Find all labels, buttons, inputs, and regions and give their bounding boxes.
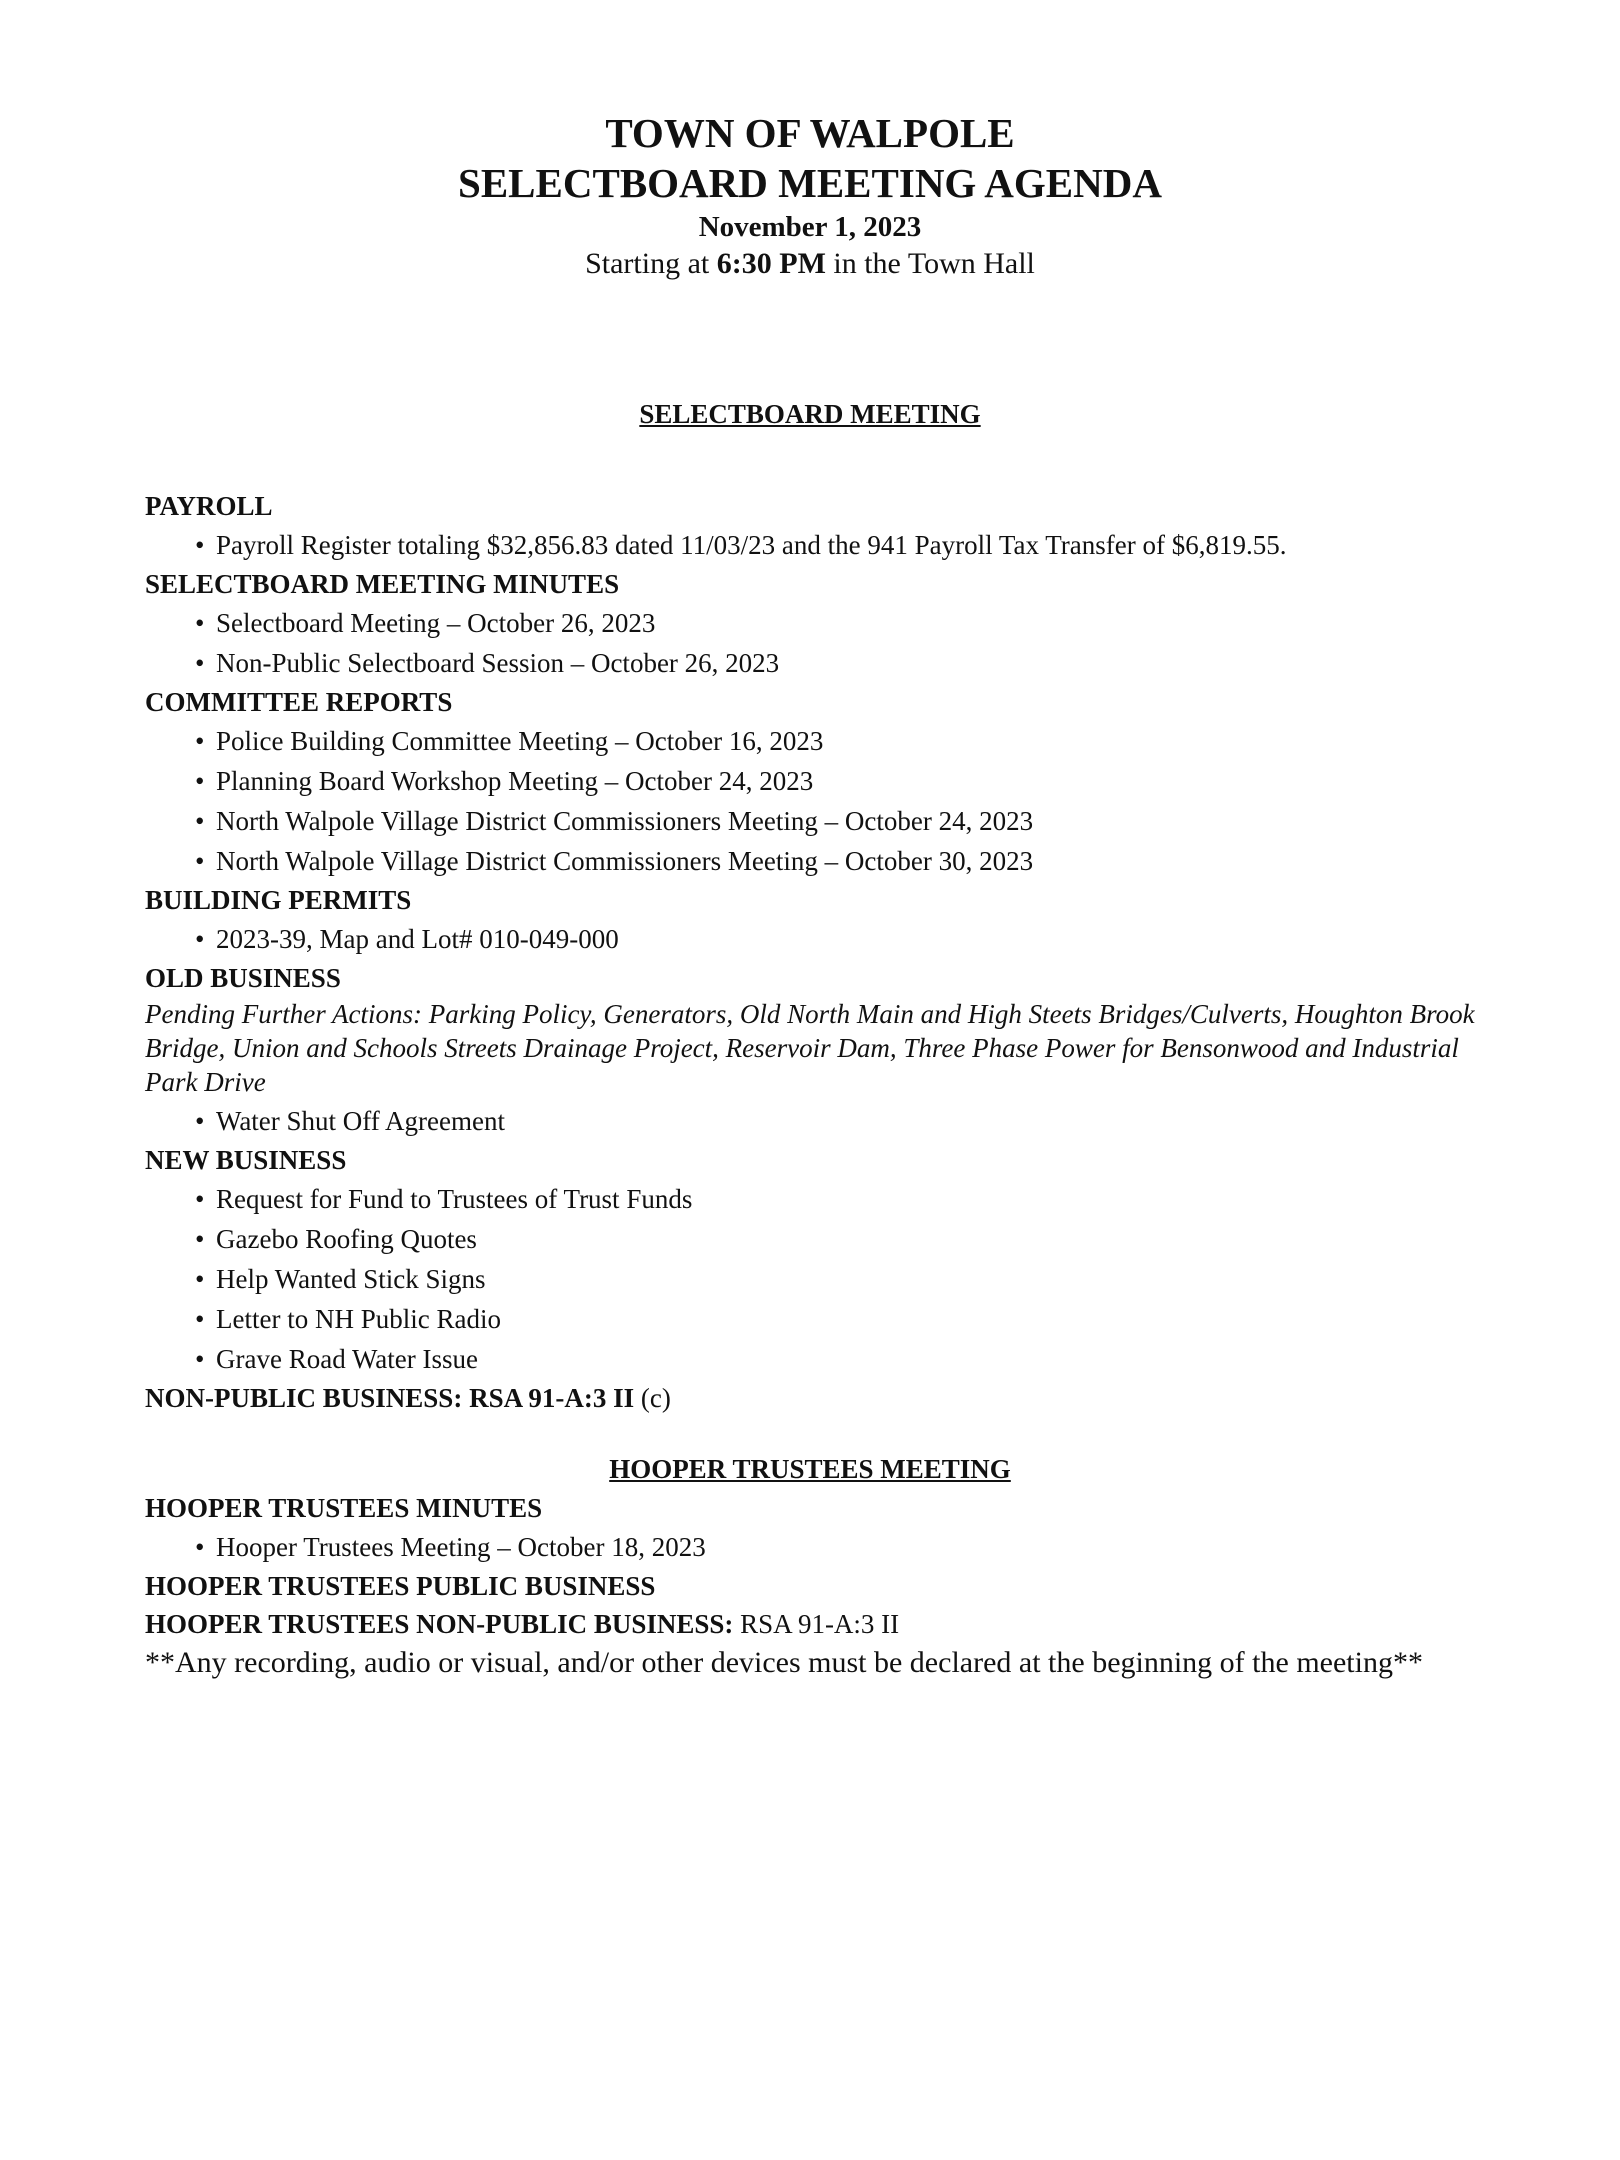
bullet-icon: • (195, 766, 205, 796)
list-item (145, 603, 1475, 643)
non-public-business-line (145, 1379, 1475, 1417)
old-business-item: Water Shut Off Agreement (216, 1106, 505, 1136)
selectboard-minutes-heading: SELECTBOARD MEETING MINUTES (145, 569, 620, 599)
bullet-icon: • (195, 1224, 205, 1254)
hooper-non-public-label: HOOPER TRUSTEES NON-PUBLIC BUSINESS: (145, 1609, 734, 1639)
permit-item: 2023-39, Map and Lot# 010-049-000 (216, 924, 619, 954)
minutes-item: Selectboard Meeting – October 26, 2023 (216, 608, 656, 638)
bullet-icon: • (195, 1264, 205, 1294)
town-title: TOWN OF WALPOLE (605, 110, 1015, 156)
bullet-icon: • (195, 1344, 205, 1374)
new-business-item: Letter to NH Public Radio (216, 1304, 501, 1334)
start-suffix: in the Town Hall (825, 247, 1035, 280)
bullet-icon: • (195, 1304, 205, 1334)
list-item (145, 1299, 1475, 1339)
list-item (145, 1259, 1475, 1299)
bullet-icon: • (195, 530, 205, 560)
bullet-icon: • (195, 846, 205, 876)
bullet-icon: • (195, 608, 205, 638)
hooper-minutes-heading: HOOPER TRUSTEES MINUTES (145, 1493, 543, 1523)
list-item (145, 801, 1475, 841)
hooper-minutes-item: Hooper Trustees Meeting – October 18, 2023 (216, 1532, 706, 1562)
payroll-item: Payroll Register totaling $32,856.83 dated 11/03/23 and the 941 Payroll Tax Transfer of $6,819.55. (216, 530, 1287, 560)
new-business-item: Grave Road Water Issue (216, 1344, 478, 1374)
pending-actions: Pending Further Actions: Parking Policy, Generators, Old North Main and High Steets Bridges/Culverts, Houghton Brook Bridge, Union and Schools Streets Drainage Project, Reservoir Dam, Three Phase Power for Bensonwood and Industrial Park Drive (145, 999, 1475, 1097)
list-item (145, 525, 1475, 565)
new-business-item: Request for Fund to Trustees of Trust Funds (216, 1184, 693, 1214)
hooper-non-public-line (145, 1605, 1475, 1643)
list-item (145, 643, 1475, 683)
committee-reports-heading: COMMITTEE REPORTS (145, 687, 453, 717)
bullet-icon: • (195, 648, 205, 678)
list-item (145, 1527, 1475, 1567)
hooper-public-business-heading: HOOPER TRUSTEES PUBLIC BUSINESS (145, 1571, 656, 1601)
list-item (145, 1101, 1475, 1141)
committee-item: North Walpole Village District Commissioners Meeting – October 30, 2023 (216, 846, 1034, 876)
bullet-icon: • (195, 1106, 205, 1136)
committee-item: Police Building Committee Meeting – October 16, 2023 (216, 726, 824, 756)
new-business-item: Gazebo Roofing Quotes (216, 1224, 477, 1254)
list-item (145, 721, 1475, 761)
agenda-title: SELECTBOARD MEETING AGENDA (458, 160, 1162, 206)
new-business-item: Help Wanted Stick Signs (216, 1264, 486, 1294)
start-time: 6:30 PM (716, 247, 826, 280)
minutes-item: Non-Public Selectboard Session – October 26, 2023 (216, 648, 780, 678)
recording-notice: **Any recording, audio or visual, and/or other devices must be declared at the beginning of the meeting** (145, 1646, 1423, 1679)
start-prefix: Starting at (585, 247, 717, 280)
non-public-business-suffix: (c) (634, 1383, 671, 1413)
bullet-icon: • (195, 1184, 205, 1214)
list-item (145, 919, 1475, 959)
hooper-trustees-heading: HOOPER TRUSTEES MEETING (609, 1454, 1011, 1484)
bullet-icon: • (195, 1532, 205, 1562)
list-item (145, 1219, 1475, 1259)
bullet-icon: • (195, 924, 205, 954)
meeting-date: November 1, 2023 (698, 211, 922, 243)
list-item (145, 841, 1475, 881)
list-item (145, 1339, 1475, 1379)
bullet-icon: • (195, 806, 205, 836)
bullet-icon: • (195, 726, 205, 756)
committee-item: North Walpole Village District Commissioners Meeting – October 24, 2023 (216, 806, 1034, 836)
selectboard-meeting-heading: SELECTBOARD MEETING (639, 399, 981, 429)
committee-item: Planning Board Workshop Meeting – October 24, 2023 (216, 766, 814, 796)
hooper-agenda-body (145, 1489, 1475, 1681)
old-business-heading: OLD BUSINESS (145, 963, 341, 993)
list-item (145, 761, 1475, 801)
payroll-heading: PAYROLL (145, 491, 273, 521)
new-business-heading: NEW BUSINESS (145, 1145, 347, 1175)
building-permits-heading: BUILDING PERMITS (145, 885, 412, 915)
hooper-non-public-suffix: RSA 91-A:3 II (733, 1609, 900, 1639)
non-public-business-label: NON-PUBLIC BUSINESS: RSA 91-A:3 II (145, 1383, 635, 1413)
selectboard-agenda-body (145, 487, 1475, 1417)
list-item (145, 1179, 1475, 1219)
start-time-line (0, 245, 1620, 283)
